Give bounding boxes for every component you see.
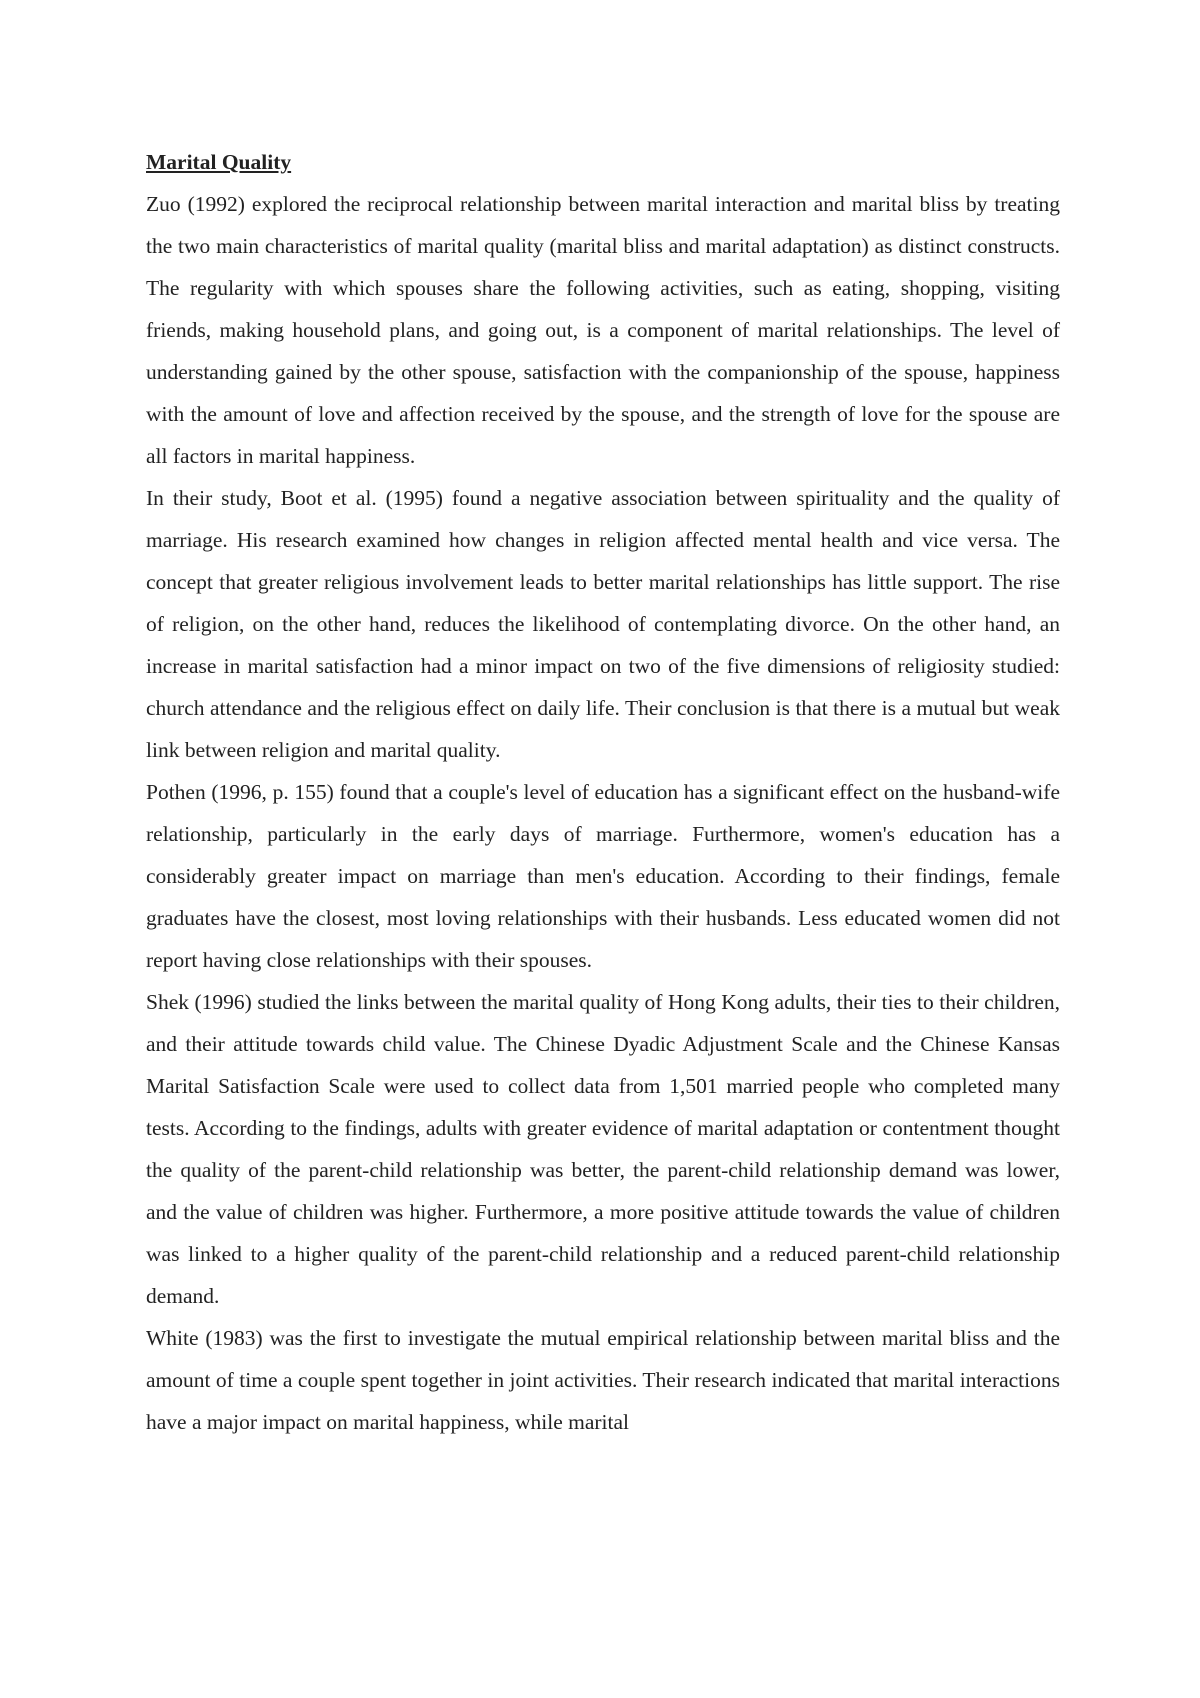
paragraph-shek: Shek (1996) studied the links between the marital quality of Hong Kong adults, their ties to their children, and their attitude towards child value. The Chinese Dyadic Adjustment Scale and the Chinese Kansas Marital Satisfaction Scale were used to collect data from 1,501 married people who completed many tests. According to the findings, adults with greater evidence of marital adaptation or contentment thought the quality of the parent-child relationship was better, the parent-child relationship demand was lower, and the value of children was higher. Furthermore, a more positive attitude towards the value of children was linked to a higher quality of the parent-child relationship and a reduced parent-child relationship demand. <box>146 990 1060 1308</box>
paragraph-boot: In their study, Boot et al. (1995) found a negative association between spirituality and the quality of marriage. His research examined how changes in religion affected mental health and vice versa. The concept that greater religious involvement leads to better marital relationships has little support. The rise of religion, on the other hand, reduces the likelihood of contemplating divorce. On the other hand, an increase in marital satisfaction had a minor impact on two of the five dimensions of religiosity studied: church attendance and the religious effect on daily life. Their conclusion is that there is a mutual but weak link between religion and marital quality. <box>146 486 1060 762</box>
paragraph-white: White (1983) was the first to investigate the mutual empirical relationship between marital bliss and the amount of time a couple spent together in joint activities. Their research indicated that marital interactions have a major impact on marital happiness, while marital <box>146 1326 1060 1434</box>
section-heading: Marital Quality <box>146 150 292 174</box>
paragraph-zuo: Zuo (1992) explored the reciprocal relationship between marital interaction and marital bliss by treating the two main characteristics of marital quality (marital bliss and marital adaptation) as distinct constructs. The regularity with which spouses share the following activities, such as eating, shopping, visiting friends, making household plans, and going out, is a component of marital relationships. The level of understanding gained by the other spouse, satisfaction with the companionship of the spouse, happiness with the amount of love and affection received by the spouse, and the strength of love for the spouse are all factors in marital happiness. <box>146 192 1060 468</box>
paragraph-pothen: Pothen (1996, p. 155) found that a couple's level of education has a significant effect on the husband-wife relationship, particularly in the early days of marriage. Furthermore, women's education has a considerably greater impact on marriage than men's education. According to their findings, female graduates have the closest, most loving relationships with their husbands. Less educated women did not report having close relationships with their spouses. <box>146 780 1060 972</box>
document-body <box>146 141 1060 1443</box>
